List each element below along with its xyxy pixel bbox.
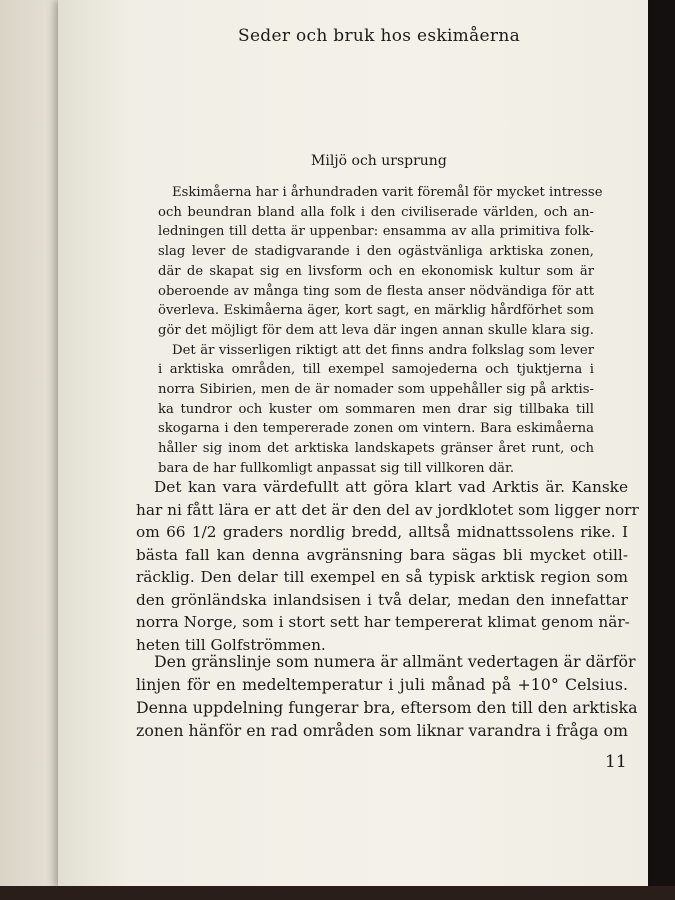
text-line: Det kan vara värdefullt att göra klart vad Arktis är. Kanske [154,478,628,496]
text-line: skogarna i den tempererade zonen om vintern. Bara eskimåerna [158,421,594,437]
text-line: har ni fått lära er att det är den del av jordklotet som ligger norr [136,500,639,519]
text-line: ledningen till detta är uppenbar: ensamma av alla primitiva folk- [158,224,594,240]
text-line: Denna uppdelning fungerar bra, eftersom den till den arktiska [136,698,638,717]
text-line: överleva. Eskimåerna äger, kort sagt, en märklig hårdförhet som [158,303,594,319]
text-line: Det är visserligen riktigt att det finns andra folkslag som lever [172,342,594,358]
text-line: slag lever de stadigvarande i den ogästvänliga arktiska zonen, [158,244,594,260]
book-page [58,0,648,888]
text-line: håller sig inom det arktiska landskapets gränser året runt, och [158,441,594,457]
text-line: norra Sibirien, men de är nomader som uppehåller sig på arktis- [158,382,594,398]
paragraph-3 [136,476,639,656]
section-title: Miljö och ursprung [311,153,447,169]
text-line: oberoende av många ting som de flesta anser nödvändiga för att [158,283,594,299]
text-line: om 66 1/2 graders nordlig bredd, alltså midnattssolens rike. I [136,523,628,541]
text-line: bara de har fullkomligt anpassat sig till villkoren där. [158,460,515,476]
paragraph-1 [158,183,603,479]
paragraph-4 [136,650,638,742]
text-line: zonen hänför en rad områden som liknar varandra i fråga om [136,721,628,740]
text-line: där de skapat sig en livsform och en ekonomisk kultur som är [158,263,594,279]
page-number: 11 [605,752,627,772]
running-head: Seder och bruk hos eskimåerna [238,26,521,46]
text-line: och beundran bland alla folk i den civiliserade världen, och an- [158,204,594,220]
text-line: Eskimåerna har i århundraden varit föremål för mycket intresse [172,185,603,200]
text-line: Den gränslinje som numera är allmänt vedertagen är därför [154,652,636,671]
background-right [645,0,675,900]
text-line: bästa fall kan denna avgränsning bara sägas bli mycket otill- [136,545,628,564]
text-line: heten till Golfströmmen. [136,635,326,654]
text-line: i arktiska områden, till exempel samojederna och tjuktjerna i [158,362,594,378]
text-line: den grönländska inlandsisen i två delar, medan den innefattar [136,590,628,609]
text-line: norra Norge, som i stort sett har tempererat klimat genom när- [136,613,630,631]
text-line: räcklig. Den delar till exempel en så typisk arktisk region som [136,568,628,586]
bottom-edge [0,886,675,900]
text-line: ka tundror och kuster om sommaren men drar sig tillbaka till [158,401,594,417]
text-line: linjen för en medeltemperatur i juli månad på +10° Celsius. [136,675,628,694]
text-line: gör det möjligt för dem att leva där ingen annan skulle klara sig. [158,322,594,338]
